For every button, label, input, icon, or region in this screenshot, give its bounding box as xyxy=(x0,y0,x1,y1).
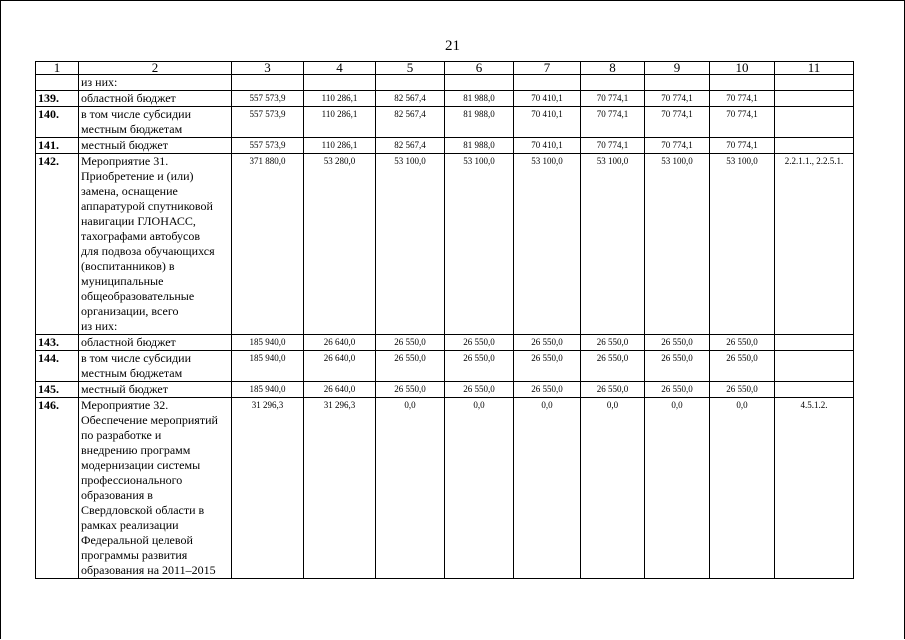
amount-cell: 0,0 xyxy=(445,398,514,579)
amount-cell xyxy=(645,75,710,91)
amount-cell: 557 573,9 xyxy=(232,138,304,154)
table-row xyxy=(36,107,854,138)
column-header: 2 xyxy=(79,62,232,75)
table-row xyxy=(36,154,854,335)
amount-cell: 26 550,0 xyxy=(581,335,645,351)
target-code xyxy=(775,351,854,382)
target-code xyxy=(775,335,854,351)
amount-cell: 26 550,0 xyxy=(514,382,581,398)
amount-cell: 26 550,0 xyxy=(710,351,775,382)
target-code: 2.2.1.1., 2.2.5.1. xyxy=(775,154,854,335)
table-row xyxy=(36,75,854,91)
amount-cell: 26 550,0 xyxy=(376,335,445,351)
amount-cell: 82 567,4 xyxy=(376,91,445,107)
amount-cell: 557 573,9 xyxy=(232,107,304,138)
amount-cell xyxy=(514,75,581,91)
column-header: 4 xyxy=(304,62,376,75)
page-number: 21 xyxy=(445,38,460,54)
row-number: 141. xyxy=(36,138,79,154)
amount-cell xyxy=(232,75,304,91)
amount-cell: 70 774,1 xyxy=(710,107,775,138)
amount-cell: 70 410,1 xyxy=(514,138,581,154)
amount-cell: 81 988,0 xyxy=(445,138,514,154)
amount-cell: 26 550,0 xyxy=(710,335,775,351)
amount-cell: 82 567,4 xyxy=(376,107,445,138)
amount-cell: 26 550,0 xyxy=(445,335,514,351)
amount-cell: 26 550,0 xyxy=(645,382,710,398)
amount-cell xyxy=(445,75,514,91)
amount-cell: 53 100,0 xyxy=(645,154,710,335)
column-header: 7 xyxy=(514,62,581,75)
amount-cell: 185 940,0 xyxy=(232,335,304,351)
row-name: в том числе субсидии местным бюджетам xyxy=(79,351,232,382)
column-number-row xyxy=(36,62,854,75)
amount-cell: 0,0 xyxy=(581,398,645,579)
row-number: 142. xyxy=(36,154,79,335)
amount-cell: 26 550,0 xyxy=(514,351,581,382)
amount-cell: 26 550,0 xyxy=(445,382,514,398)
amount-cell: 70 774,1 xyxy=(645,91,710,107)
amount-cell: 26 550,0 xyxy=(376,382,445,398)
target-code: 4.5.1.2. xyxy=(775,398,854,579)
row-number: 143. xyxy=(36,335,79,351)
column-header: 10 xyxy=(710,62,775,75)
row-number: 146. xyxy=(36,398,79,579)
amount-cell: 26 550,0 xyxy=(710,382,775,398)
amount-cell: 53 100,0 xyxy=(710,154,775,335)
target-code xyxy=(775,91,854,107)
row-name: Мероприятие 31. Приобретение и (или) замена, оснащение аппаратурой спутниковой навигации ГЛОНАСС, тахографами автобусов для подвоза обучающихся (воспитанников) в муниципальные общеобразовательные организации, всего из них: xyxy=(79,154,232,335)
table-row xyxy=(36,138,854,154)
amount-cell: 70 774,1 xyxy=(710,138,775,154)
amount-cell: 70 774,1 xyxy=(581,107,645,138)
row-number: 140. xyxy=(36,107,79,138)
row-name: местный бюджет xyxy=(79,138,232,154)
amount-cell: 185 940,0 xyxy=(232,351,304,382)
amount-cell: 371 880,0 xyxy=(232,154,304,335)
amount-cell: 26 640,0 xyxy=(304,351,376,382)
row-number xyxy=(36,75,79,91)
table-row xyxy=(36,91,854,107)
amount-cell: 110 286,1 xyxy=(304,138,376,154)
amount-cell: 81 988,0 xyxy=(445,107,514,138)
column-header: 11 xyxy=(775,62,854,75)
amount-cell: 0,0 xyxy=(514,398,581,579)
row-name: областной бюджет xyxy=(79,91,232,107)
column-header: 5 xyxy=(376,62,445,75)
amount-cell: 26 550,0 xyxy=(645,351,710,382)
amount-cell: 26 550,0 xyxy=(581,351,645,382)
amount-cell xyxy=(710,75,775,91)
amount-cell xyxy=(304,75,376,91)
row-number: 145. xyxy=(36,382,79,398)
amount-cell: 0,0 xyxy=(376,398,445,579)
amount-cell: 26 550,0 xyxy=(645,335,710,351)
amount-cell: 26 550,0 xyxy=(581,382,645,398)
target-code xyxy=(775,138,854,154)
table-row xyxy=(36,351,854,382)
row-name: из них: xyxy=(79,75,232,91)
column-header: 1 xyxy=(36,62,79,75)
amount-cell: 31 296,3 xyxy=(232,398,304,579)
amount-cell: 26 640,0 xyxy=(304,335,376,351)
amount-cell: 53 100,0 xyxy=(445,154,514,335)
amount-cell: 70 774,1 xyxy=(710,91,775,107)
table-body xyxy=(36,75,854,579)
amount-cell: 0,0 xyxy=(645,398,710,579)
target-code xyxy=(775,382,854,398)
table-row xyxy=(36,382,854,398)
amount-cell: 110 286,1 xyxy=(304,107,376,138)
amount-cell: 82 567,4 xyxy=(376,138,445,154)
amount-cell: 70 774,1 xyxy=(581,138,645,154)
amount-cell: 70 774,1 xyxy=(581,91,645,107)
column-header: 9 xyxy=(645,62,710,75)
amount-cell: 110 286,1 xyxy=(304,91,376,107)
amount-cell: 557 573,9 xyxy=(232,91,304,107)
amount-cell: 0,0 xyxy=(710,398,775,579)
row-name: в том числе субсидии местным бюджетам xyxy=(79,107,232,138)
column-header: 3 xyxy=(232,62,304,75)
amount-cell: 70 774,1 xyxy=(645,107,710,138)
amount-cell: 53 100,0 xyxy=(514,154,581,335)
row-name: местный бюджет xyxy=(79,382,232,398)
budget-table xyxy=(35,61,854,579)
amount-cell: 26 550,0 xyxy=(514,335,581,351)
target-code xyxy=(775,75,854,91)
amount-cell: 70 774,1 xyxy=(645,138,710,154)
column-header: 6 xyxy=(445,62,514,75)
amount-cell xyxy=(376,75,445,91)
amount-cell: 31 296,3 xyxy=(304,398,376,579)
row-name: Мероприятие 32. Обеспечение мероприятий по разработке и внедрению программ модернизации системы профессионального образования в Свердловской области в рамках реализации Федеральной целевой программы развития образования на 2011–2015 xyxy=(79,398,232,579)
amount-cell: 185 940,0 xyxy=(232,382,304,398)
amount-cell xyxy=(581,75,645,91)
column-header: 8 xyxy=(581,62,645,75)
target-code xyxy=(775,107,854,138)
row-name: областной бюджет xyxy=(79,335,232,351)
table-row xyxy=(36,398,854,579)
amount-cell: 81 988,0 xyxy=(445,91,514,107)
row-number: 139. xyxy=(36,91,79,107)
table-row xyxy=(36,335,854,351)
amount-cell: 53 100,0 xyxy=(376,154,445,335)
amount-cell: 26 550,0 xyxy=(376,351,445,382)
amount-cell: 26 640,0 xyxy=(304,382,376,398)
amount-cell: 53 100,0 xyxy=(581,154,645,335)
amount-cell: 70 410,1 xyxy=(514,91,581,107)
amount-cell: 53 280,0 xyxy=(304,154,376,335)
amount-cell: 26 550,0 xyxy=(445,351,514,382)
amount-cell: 70 410,1 xyxy=(514,107,581,138)
row-number: 144. xyxy=(36,351,79,382)
